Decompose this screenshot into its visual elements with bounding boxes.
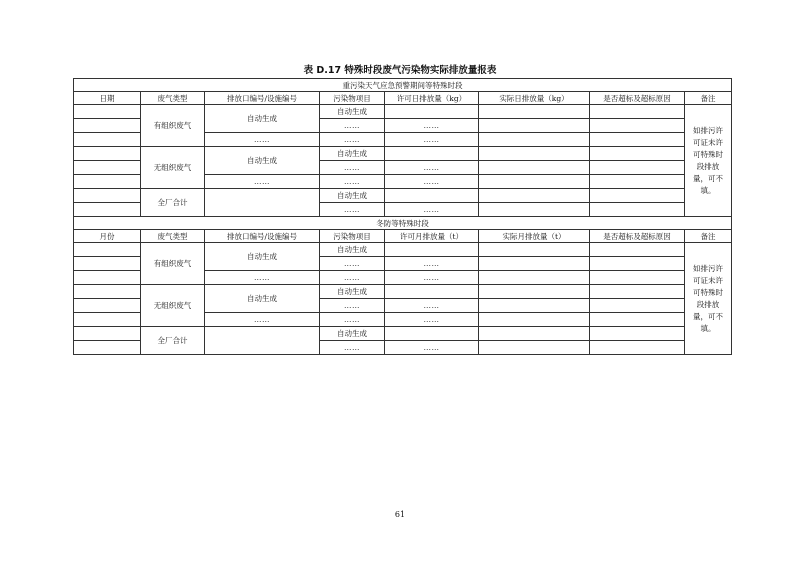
outlet-cell[interactable]	[205, 327, 320, 355]
exceed-cell[interactable]	[590, 189, 685, 203]
outlet-cell: 自动生成	[205, 105, 320, 133]
outlet-cell: ……	[205, 271, 320, 285]
permit-cell[interactable]	[385, 327, 479, 341]
outlet-cell: ……	[205, 313, 320, 327]
actual-cell[interactable]	[479, 119, 590, 133]
exceed-cell[interactable]	[590, 341, 685, 355]
pollutant-cell: 自动生成	[320, 189, 385, 203]
column-header: 废气类型	[141, 92, 205, 105]
exceed-cell[interactable]	[590, 175, 685, 189]
permit-cell: ……	[385, 119, 479, 133]
page-number: 61	[394, 510, 406, 519]
exceed-cell[interactable]	[590, 161, 685, 175]
pollutant-cell: 自动生成	[320, 243, 385, 257]
exceed-cell[interactable]	[590, 313, 685, 327]
gas-type-unorganized: 无组织废气	[141, 285, 205, 327]
date-cell[interactable]	[74, 133, 141, 147]
month-cell[interactable]	[74, 271, 141, 285]
exceed-cell[interactable]	[590, 147, 685, 161]
exceed-cell[interactable]	[590, 285, 685, 299]
actual-cell[interactable]	[479, 161, 590, 175]
permit-cell: ……	[385, 313, 479, 327]
exceed-cell[interactable]	[590, 257, 685, 271]
exceed-cell[interactable]	[590, 327, 685, 341]
column-header: 是否超标及超标原因	[590, 230, 685, 243]
outlet-cell[interactable]	[205, 189, 320, 217]
month-cell[interactable]	[74, 327, 141, 341]
pollutant-cell: 自动生成	[320, 285, 385, 299]
pollutant-cell: ……	[320, 257, 385, 271]
exceed-cell[interactable]	[590, 243, 685, 257]
pollutant-cell: 自动生成	[320, 147, 385, 161]
date-cell[interactable]	[74, 189, 141, 203]
actual-cell[interactable]	[479, 285, 590, 299]
outlet-cell: ……	[205, 175, 320, 189]
actual-cell[interactable]	[479, 203, 590, 217]
month-cell[interactable]	[74, 285, 141, 299]
actual-cell[interactable]	[479, 147, 590, 161]
note-cell: 如排污许可证未许可特殊时段排放量，可不填。	[685, 243, 732, 355]
pollutant-cell: ……	[320, 175, 385, 189]
column-header: 污染物项目	[320, 92, 385, 105]
month-cell[interactable]	[74, 341, 141, 355]
permit-cell: ……	[385, 341, 479, 355]
column-header: 许可月排放量（t）	[385, 230, 479, 243]
column-header: 备注	[685, 92, 732, 105]
actual-cell[interactable]	[479, 257, 590, 271]
gas-type-unorganized: 无组织废气	[141, 147, 205, 189]
actual-cell[interactable]	[479, 313, 590, 327]
outlet-cell: 自动生成	[205, 285, 320, 313]
column-header: 实际日排放量（kg）	[479, 92, 590, 105]
column-header: 备注	[685, 230, 732, 243]
actual-cell[interactable]	[479, 189, 590, 203]
date-cell[interactable]	[74, 105, 141, 119]
outlet-cell: 自动生成	[205, 147, 320, 175]
actual-cell[interactable]	[479, 271, 590, 285]
permit-cell[interactable]	[385, 105, 479, 119]
actual-cell[interactable]	[479, 341, 590, 355]
date-cell[interactable]	[74, 175, 141, 189]
outlet-cell: 自动生成	[205, 243, 320, 271]
date-cell[interactable]	[74, 203, 141, 217]
month-cell[interactable]	[74, 243, 141, 257]
permit-cell: ……	[385, 271, 479, 285]
column-header: 排放口编号/设施编号	[205, 230, 320, 243]
actual-cell[interactable]	[479, 243, 590, 257]
pollutant-cell: ……	[320, 271, 385, 285]
permit-cell: ……	[385, 175, 479, 189]
column-header: 污染物项目	[320, 230, 385, 243]
month-cell[interactable]	[74, 313, 141, 327]
permit-cell[interactable]	[385, 243, 479, 257]
pollutant-cell: 自动生成	[320, 327, 385, 341]
date-cell[interactable]	[74, 119, 141, 133]
date-cell[interactable]	[74, 147, 141, 161]
table-title: 表 D.17 特殊时段废气污染物实际排放量报表	[303, 65, 497, 76]
column-header: 排放口编号/设施编号	[205, 92, 320, 105]
exceed-cell[interactable]	[590, 271, 685, 285]
pollutant-cell: ……	[320, 133, 385, 147]
permit-cell: ……	[385, 257, 479, 271]
permit-cell: ……	[385, 203, 479, 217]
gas-type-plant-total: 全厂合计	[141, 327, 205, 355]
column-header: 许可日排放量（kg）	[385, 92, 479, 105]
note-cell: 如排污许可证未许可特殊时段排放量，可不填。	[685, 105, 732, 217]
actual-cell[interactable]	[479, 175, 590, 189]
pollutant-cell: 自动生成	[320, 105, 385, 119]
month-cell[interactable]	[74, 257, 141, 271]
date-cell[interactable]	[74, 161, 141, 175]
column-header: 月份	[74, 230, 141, 243]
pollutant-cell: ……	[320, 119, 385, 133]
gas-type-organized: 有组织废气	[141, 105, 205, 147]
section-heading: 冬防等特殊时段	[74, 217, 732, 230]
permit-cell: ……	[385, 299, 479, 313]
pollutant-cell: ……	[320, 299, 385, 313]
emission-report-table	[73, 78, 732, 355]
actual-cell[interactable]	[479, 133, 590, 147]
actual-cell[interactable]	[479, 299, 590, 313]
permit-cell[interactable]	[385, 147, 479, 161]
exceed-cell[interactable]	[590, 105, 685, 119]
column-header: 实际月排放量（t）	[479, 230, 590, 243]
exceed-cell[interactable]	[590, 119, 685, 133]
pollutant-cell: ……	[320, 203, 385, 217]
permit-cell[interactable]	[385, 285, 479, 299]
actual-cell[interactable]	[479, 327, 590, 341]
permit-cell[interactable]	[385, 189, 479, 203]
gas-type-plant-total: 全厂合计	[141, 189, 205, 217]
month-cell[interactable]	[74, 299, 141, 313]
section-heading: 重污染天气应急预警期间等特殊时段	[74, 79, 732, 92]
exceed-cell[interactable]	[590, 133, 685, 147]
permit-cell: ……	[385, 161, 479, 175]
exceed-cell[interactable]	[590, 299, 685, 313]
outlet-cell: ……	[205, 133, 320, 147]
pollutant-cell: ……	[320, 313, 385, 327]
permit-cell: ……	[385, 133, 479, 147]
pollutant-cell: ……	[320, 161, 385, 175]
actual-cell[interactable]	[479, 105, 590, 119]
column-header: 废气类型	[141, 230, 205, 243]
exceed-cell[interactable]	[590, 203, 685, 217]
gas-type-organized: 有组织废气	[141, 243, 205, 285]
column-header: 日期	[74, 92, 141, 105]
pollutant-cell: ……	[320, 341, 385, 355]
column-header: 是否超标及超标原因	[590, 92, 685, 105]
